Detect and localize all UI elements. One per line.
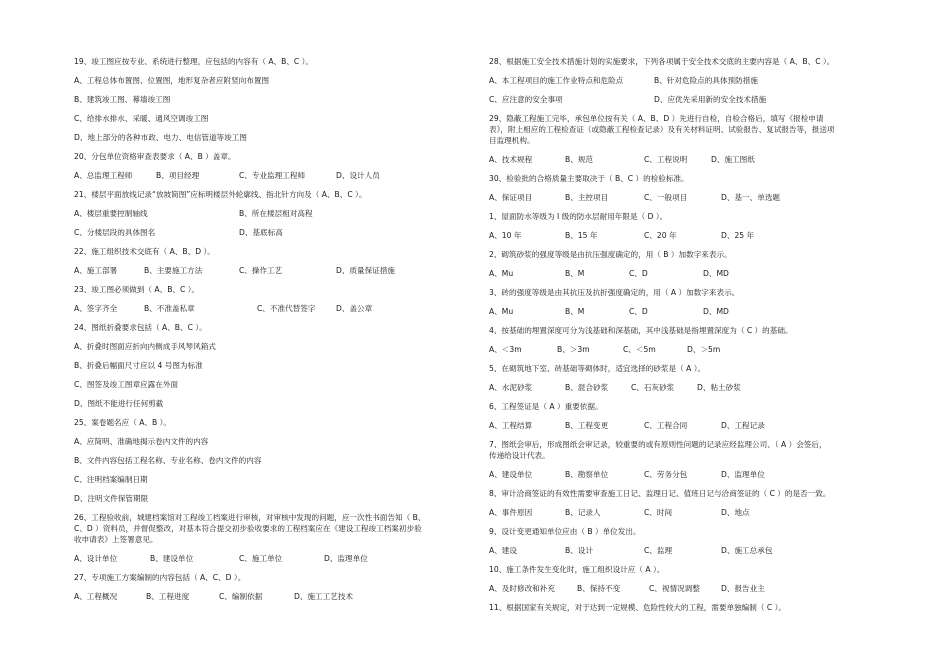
option-b: B、工程进度 [146, 592, 190, 601]
option-a: A、应简明、准确地揭示卷内文件的内容 [74, 437, 209, 446]
question-27: 27、专项施工方案编制的内容包括（ A、C、D ）。 [74, 573, 246, 582]
options-row [489, 94, 889, 105]
options-row [489, 420, 889, 431]
option-d: D、地上部分的各种市政、电力、电信管道等竣工图 [74, 133, 247, 142]
option-d: D、盖公章 [336, 304, 373, 313]
options-row [489, 306, 889, 317]
option-a: A、工程概况 [74, 592, 118, 601]
question-s5: 5、在砌筑地下室、砖基础等砌体时，适宜选择的砂浆是（ A ）。 [489, 364, 706, 373]
question-28: 28、根据施工安全技术措施计划的实施要求，下列各项属于安全技术交底的主要内容是（ A、B、C ）。 [489, 57, 835, 66]
options-row [489, 507, 889, 518]
question-22: 22、施工组织技术交底有（ A、B、D ）。 [74, 247, 215, 256]
options-row [74, 553, 462, 564]
option-c: C、20 年 [644, 231, 677, 240]
option-b: B、建设单位 [150, 554, 194, 563]
option-d: D、监理单位 [324, 554, 368, 563]
option-a: A、水泥砂浆 [489, 383, 533, 392]
option-c: C、应注意的安全事项 [489, 95, 563, 104]
options-row [489, 545, 889, 556]
option-a: A、签字齐全 [74, 304, 118, 313]
option-d: D、施工工艺技术 [294, 592, 354, 601]
option-c: C、D [629, 269, 648, 278]
option-c: C、注明档案编制日期 [74, 475, 148, 484]
options-row [74, 170, 462, 181]
option-c: C、工程说明 [644, 155, 688, 164]
option-c: C、给排水排水、采暖、通风空调竣工图 [74, 114, 209, 123]
option-d: D、基底标高 [239, 228, 283, 237]
question-29-line-1: 29、隐蔽工程施工完毕，承包单位按有关（ A、B、D ）先进行自检，自检合格后，填写《报检申请 [489, 114, 824, 123]
question-s2: 2、砌筑砂浆的强度等级是由抗压强度确定的，用（ B ）加数字来表示。 [489, 250, 732, 259]
option-a: A、建设 [489, 546, 517, 555]
option-a: A、工程结算 [489, 421, 533, 430]
option-b: B、所在楼层相对高程 [239, 209, 313, 218]
option-d: D、地点 [721, 508, 750, 517]
option-d: D、图纸不能进行任何剪截 [74, 399, 164, 408]
options-row [489, 230, 889, 241]
options-row [74, 227, 462, 238]
option-d: D、施工图纸 [711, 155, 755, 164]
option-d: D、注明文件保管期限 [74, 494, 149, 503]
option-b: B、不准盖私章 [144, 304, 195, 313]
options-row [489, 75, 889, 86]
question-s8: 8、审计洽商签证的有效性需要审查施工日记、监理日记、值班日记与洽商签证的（ C ）的是否一致。 [489, 489, 831, 498]
options-row [489, 344, 889, 355]
options-row [489, 469, 889, 480]
option-a: A、设计单位 [74, 554, 118, 563]
option-c: C、监理 [644, 546, 673, 555]
question-30: 30、检验批的合格质量主要取决于（ B、C ）的检验标准。 [489, 174, 689, 183]
option-d: D、报告业主 [721, 584, 765, 593]
option-c: C、时间 [644, 508, 673, 517]
option-c: C、一般项目 [644, 193, 688, 202]
question-24: 24、图纸折叠要求包括（ A、B、C ）。 [74, 323, 207, 332]
option-a: A、及时修改和补充 [489, 584, 555, 593]
option-c: C、操作工艺 [239, 266, 283, 275]
option-d: D、设计人员 [336, 171, 380, 180]
options-row [74, 208, 462, 219]
option-b: B、项目经理 [156, 171, 200, 180]
question-26-line-2: C、D ）资料员，并督促整改，对基本符合提交初步验收要求的工程档案应在《建设工程竣工档案初步验 [74, 524, 422, 533]
option-b: B、勘察单位 [565, 470, 609, 479]
option-c: C、劳务分包 [644, 470, 688, 479]
option-b: B、针对危险点的具体预防措施 [654, 76, 758, 85]
option-d: D、施工总承包 [721, 546, 773, 555]
option-c: C、编制依据 [219, 592, 263, 601]
question-s7-line-1: 7、图纸会审后，形成图纸会审记录，较重要的或有原则性问题的记录应经监理公司、（ A ）会签后， [489, 440, 827, 449]
option-d: D、粘土砂浆 [697, 383, 741, 392]
question-26-line-1: 26、工程验收前，城建档案馆对工程竣工档案进行审核，对审核中发现的问题，应一次性书面告知（ B、 [74, 513, 426, 522]
option-d: D、MD [703, 307, 729, 316]
options-row [489, 382, 889, 393]
option-c: C、施工单位 [239, 554, 283, 563]
question-29-line-2: 表》，附上相应的工程检查证（或隐蔽工程检查记录）及有关材料证明、试验报告、复试报告等，报送项 [489, 125, 835, 134]
option-c: C、＜5m [623, 345, 656, 354]
option-a: A、Mu [489, 307, 514, 316]
option-d: D、＞5m [687, 345, 721, 354]
option-c: C、D [629, 307, 648, 316]
option-a: A、楼层重要控制轴线 [74, 209, 148, 218]
option-b: B、保持不变 [577, 584, 621, 593]
option-a: A、折叠时图面应折向内侧成手风琴风箱式 [74, 342, 216, 351]
option-a: A、总监理工程师 [74, 171, 133, 180]
question-s7-line-2: 传递给设计代表。 [489, 451, 550, 460]
option-a: A、Mu [489, 269, 514, 278]
question-29-line-3: 目监理机构。 [489, 136, 535, 145]
left-column [74, 56, 462, 602]
option-a: A、＜3m [489, 345, 522, 354]
option-b: B、主控项目 [565, 193, 609, 202]
question-s1: 1、屋面防水等级为 I 级的防水层耐用年限是（ D ）。 [489, 212, 668, 221]
options-row [74, 591, 462, 602]
options-row [489, 583, 889, 594]
option-b: B、记录人 [565, 508, 601, 517]
option-a: A、技术规程 [489, 155, 533, 164]
option-d: D、MD [703, 269, 729, 278]
question-s11: 11、根据国家有关规定，对于达到一定规模、危险性较大的工程，需要单独编制（ C ）。 [489, 603, 786, 612]
question-20: 20、分包单位资格审查表要求（ A、B ）盖章。 [74, 152, 236, 161]
option-a: A、10 年 [489, 231, 522, 240]
option-c: C、不准代替签字 [257, 304, 316, 313]
option-d: D、质量保证措施 [336, 266, 396, 275]
options-row [489, 268, 889, 279]
option-b: B、设计 [565, 546, 593, 555]
option-c: C、图签及竣工图章应露在外面 [74, 380, 179, 389]
question-s6: 6、工程签证是（ A ）重要依据。 [489, 402, 603, 411]
options-row [489, 192, 889, 203]
option-b: B、主要施工方法 [144, 266, 203, 275]
option-d: D、应优先采用新的安全技术措施 [654, 95, 767, 104]
option-b: B、M [565, 269, 585, 278]
option-c: C、专业监理工程师 [239, 171, 306, 180]
question-21: 21、楼层平面放线记录“放坡简图”应标明楼层外轮廓线、指北针方向及（ A、B、C ）。 [74, 190, 367, 199]
question-25: 25、案卷题名应（ A、B ）。 [74, 418, 172, 427]
option-d: D、工程记录 [721, 421, 765, 430]
option-c: C、视情况调整 [649, 584, 700, 593]
option-d: D、监理单位 [721, 470, 765, 479]
option-a: A、事件原因 [489, 508, 533, 517]
question-23: 23、竣工图必须做到（ A、B、C ）。 [74, 285, 200, 294]
question-s3: 3、砖的强度等级是由其抗压及抗折强度确定的，用（ A ）加数字来表示。 [489, 288, 740, 297]
option-b: B、工程变更 [565, 421, 609, 430]
question-s9: 9、设计变更通知单位应由（ B ）单位发出。 [489, 527, 641, 536]
options-row [489, 154, 889, 165]
option-a: A、工程总体布置图、位置图，地形复杂者应附竖向布置图 [74, 76, 270, 85]
right-column [489, 56, 889, 613]
option-a: A、保证项目 [489, 193, 533, 202]
option-b: B、折叠后幅面尺寸应以 4 号图为标准 [74, 361, 203, 370]
option-b: B、M [565, 307, 585, 316]
option-b: B、建筑竣工图、幕墙竣工图 [74, 95, 171, 104]
options-row [74, 303, 462, 314]
question-26-line-3: 收申请表》上签署意见。 [74, 535, 158, 544]
option-a: A、建设单位 [489, 470, 533, 479]
option-b: B、15 年 [565, 231, 598, 240]
option-a: A、本工程项目的施工作业特点和危险点 [489, 76, 624, 85]
option-b: B、规范 [565, 155, 593, 164]
option-c: C、石灰砂浆 [631, 383, 675, 392]
option-b: B、文件内容包括工程名称、专业名称、卷内文件的内容 [74, 456, 262, 465]
option-a: A、施工部署 [74, 266, 118, 275]
question-s10: 10、施工条件发生变化时，施工组织设计应（ A ）。 [489, 565, 665, 574]
option-b: B、混合砂浆 [565, 383, 609, 392]
option-c: C、分楼层段的具体图名 [74, 228, 156, 237]
question-s4: 4、按基础的埋置深度可分为浅基础和深基础，其中浅基础是指埋置深度为（ C ）的基础。 [489, 326, 793, 335]
question-19: 19、竣工图应按专业、系统进行整理，应包括的内容有（ A、B、C ）。 [74, 57, 314, 66]
option-c: C、工程合同 [644, 421, 688, 430]
option-d: D、25 年 [721, 231, 755, 240]
option-d: D、基一、单选题 [721, 193, 781, 202]
options-row [74, 265, 462, 276]
option-b: B、＞3m [557, 345, 590, 354]
